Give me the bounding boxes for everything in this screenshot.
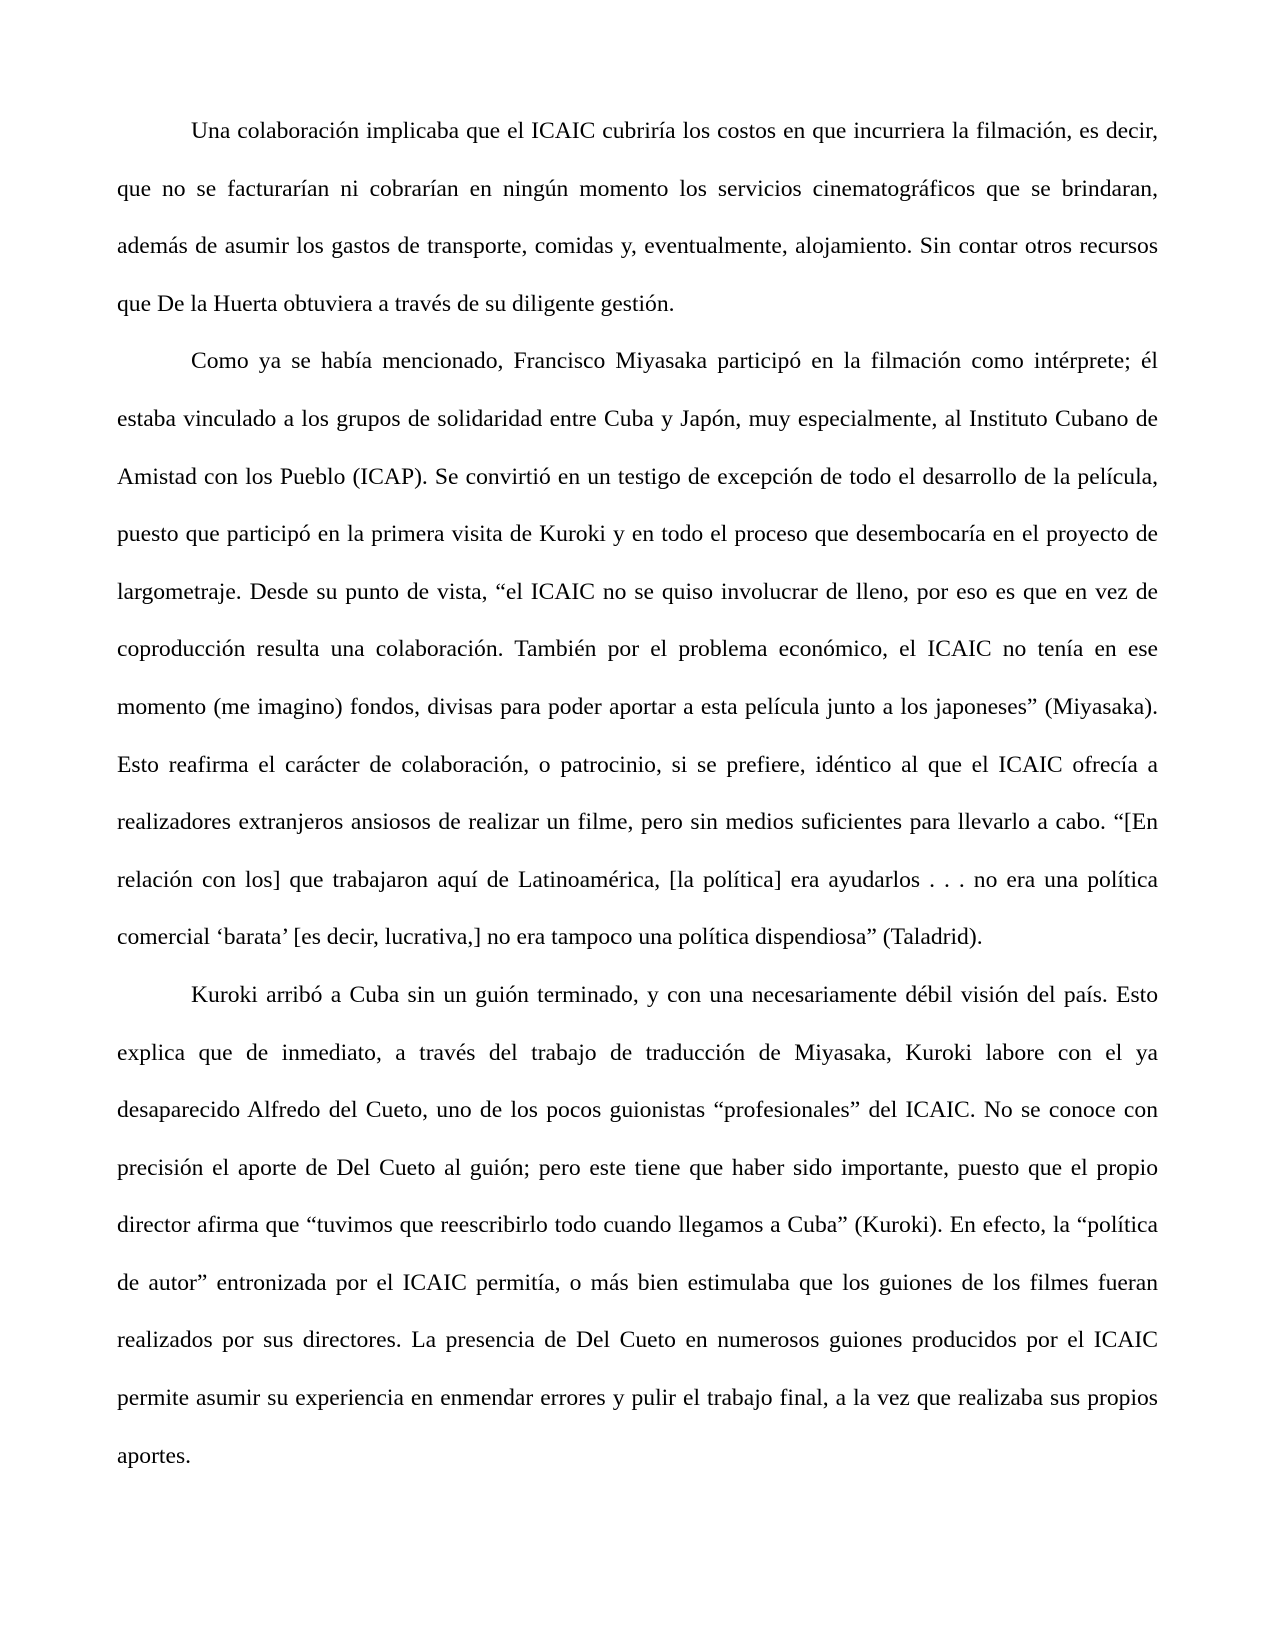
paragraph-kuroki-script: Kuroki arribó a Cuba sin un guión terminado, y con una necesariamente débil visión del país. Esto explica que de inmediato, a través del trabajo de traducción de Miyasaka, Kuroki labore con el ya desaparecido Alfredo del Cueto, uno de los pocos guionistas “profesionales” del ICAIC. No se conoce con precisión el aporte de Del Cueto al guión; pero este tiene que haber sido importante, puesto que el propio director afirma que “tuvimos que reescribirlo todo cuando llegamos a Cuba” (Kuroki). En efecto, la “política de autor” entronizada por el ICAIC permitía, o más bien estimulaba que los guiones de los filmes fueran realizados por sus directores. La presencia de Del Cueto en numerosos guiones producidos por el ICAIC permite asumir su experiencia en enmendar errores y pulir el trabajo final, a la vez que realizaba sus propios aportes. [117, 981, 1158, 1469]
paragraph-miyasaka-interpreter: Como ya se había mencionado, Francisco Miyasaka participó en la filmación como intérprete; él estaba vinculado a los grupos de solidaridad entre Cuba y Japón, muy especialmente, al Instituto Cubano de Amistad con los Pueblo (ICAP). Se convirtió en un testigo de excepción de todo el desarrollo de la película, puesto que participó en la primera visita de Kuroki y en todo el proceso que desembocaría en el proyecto de largometraje. Desde su punto de vista, “el ICAIC no se quiso involucrar de lleno, por eso es que en vez de coproducción resulta una colaboración. También por el problema económico, el ICAIC no tenía en ese momento (me imagino) fondos, divisas para poder aportar a esta película junto a los japoneses” (Miyasaka). Esto reafirma el carácter de colaboración, o patrocinio, si se prefiere, idéntico al que el ICAIC ofrecía a realizadores extranjeros ansiosos de realizar un filme, pero sin medios suficientes para llevarlo a cabo. “[En relación con los] que trabajaron aquí de Latinoamérica, [la política] era ayudarlos . . . no era una política comercial ‘barata’ [es decir, lucrativa,] no era tampoco una política dispendiosa” (Taladrid). [117, 348, 1158, 951]
paragraph-icaic-collaboration-costs: Una colaboración implicaba que el ICAIC cubriría los costos en que incurriera la filmación, es decir, que no se facturarían ni cobrarían en ningún momento los servicios cinematográficos que se brindaran, además de asumir los gastos de transporte, comidas y, eventualmente, alojamiento. Sin contar otros recursos que De la Huerta obtuviera a través de su diligente gestión. [117, 118, 1158, 317]
document-page [117, 103, 1158, 1485]
